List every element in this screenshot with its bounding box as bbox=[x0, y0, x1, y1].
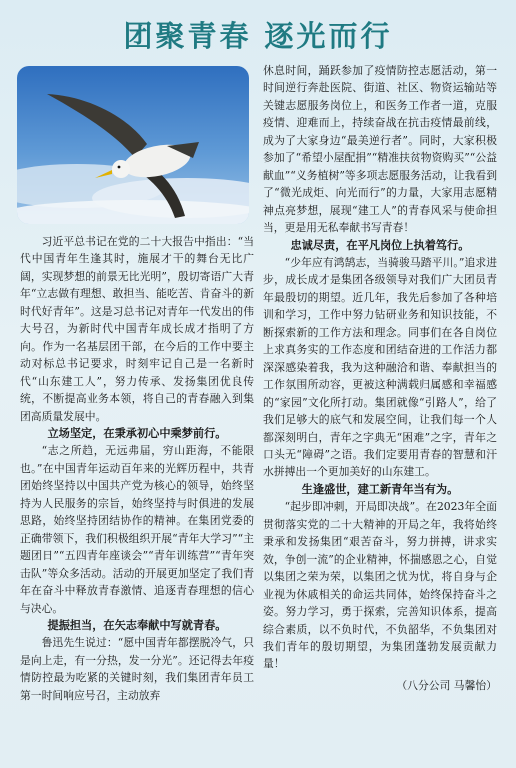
seagull-photo bbox=[17, 66, 249, 224]
section-paragraph-1: “志之所趋，无远弗届，穷山距海，不能限也。”在中国青年运动百年来的光辉历程中，共青团始终坚持以中国共产党为核心的领导，始终坚持为人民服务的宗旨，始终坚持与时俱进的发展思路，始终坚持团结协作的精神。在集团党委的正确带领下，我们积极组织开展“青年大学习”“主题团日”“五四青年座谈会”“青年训练营”“青年突击队”等众多活动。活动的开展更加坚定了我们青年在奋斗中释放青春激情、追逐青春理想的信心与决心。 bbox=[20, 444, 254, 615]
section-heading-3: 忠诚尽责，在平凡岗位上执着笃行。 bbox=[290, 237, 470, 252]
section-heading-4: 生逢盛世，建工新青年当有为。 bbox=[301, 481, 459, 496]
right-column bbox=[263, 62, 497, 694]
section-paragraph-2: 鲁迅先生说过：“愿中国青年都摆脱冷气，只是向上走，有一分热，发一分光”。还记得去年疫情防控最为吃紧的关键时刻，我们集团青年员工第一时间响应号召，主动放弃 bbox=[20, 636, 254, 702]
left-column bbox=[20, 233, 254, 704]
section-paragraph-3: “少年应有鸿鹄志，当骑骏马踏平川。”追求进步，成长成才是集团各级领导对我们广大团员青年最殷切的期望。近几年，我先后参加了各种培训和学习，工作中努力钻研业务和知识技能，不断探索新的工作方法和理念。同事们在各自岗位上求真务实的工作态度和团结奋进的工作活力都深深感染着我，我为这种融洽和谐、奉献担当的工作氛围所动容，更被这种满载归属感和幸福感的“家园”文化所打动。集团就像“引路人”，给了我们足够大的底气和发展空间，让我们每一个人都深刻明白，青年之字典无“困难”之字，青年之口头无“障碍”之语。我们定要用青春的智慧和汗水拼搏出一个更加美好的山东建工。 bbox=[263, 255, 497, 479]
section-paragraph-4: “起步即冲刺，开局即决战”。在2023年全面贯彻落实党的二十大精神的开局之年，我将始终秉承和发扬集团“艰苦奋斗，努力拼搏，讲求实效，争创一流”的企业精神，怀揣感恩之心，自觉以集团之荣为荣，以集团之忧为忧，将自身与企业视为休戚相关的命运共同体，始终保持奋斗之姿。努力学习，勇于探索，完善知识体系，提高综合素质，以不负时代，不负韶华，不负集团对我们青年的殷切期望，为集团蓬勃发展贡献力量！ bbox=[263, 500, 497, 671]
section-paragraph-2-continued: 休息时间，踊跃参加了疫情防控志愿活动，第一时间逆行奔赴医院、街道、社区、物资运输站等关键志愿服务岗位上，和医务工作者一道，克服疫情、迎难而上，持续奋战在抗击疫情最前线，成为了大家身边“最美逆行者”。同时，大家积极参加了“希望小屋配捐”“精准扶贫物资购买”“公益献血”“义务植树”等多项志愿服务活动，让我看到了“微光成炬、向光而行”的力量，大家用志愿精神点亮梦想，展现“建工人”的青春风采与使命担当，更是用无私奉献书写青春！ bbox=[263, 64, 497, 235]
article-title: 团聚青春 逐光而行 bbox=[123, 19, 393, 53]
seagull-illustration bbox=[17, 66, 249, 224]
section-heading-2: 提振担当，在矢志奉献中写就青春。 bbox=[47, 617, 227, 632]
section-heading-1: 立场坚定，在秉承初心中乘梦前行。 bbox=[47, 425, 227, 440]
intro-paragraph: 习近平总书记在党的二十大报告中指出：“当代中国青年生逢其时，施展才干的舞台无比广阔，实现梦想的前景无比光明”，殷切寄语广大青年“立志做有理想、敢担当、能吃苦、肯奋斗的新时代好青年”。这是习总书记对青年一代发出的伟大号召，为新时代中国青年成长成才指明了方向。作为一名基层团干部，在今后的工作中要主动对标总书记要求，时刻牢记自己是一名新时代“山东建工人”，努力传承、发扬集团优良传统，不断提高业务本领，将自己的青春融入到集团高质量发展中。 bbox=[20, 235, 254, 423]
author-signature: （八分公司 马馨怡） bbox=[396, 678, 497, 692]
